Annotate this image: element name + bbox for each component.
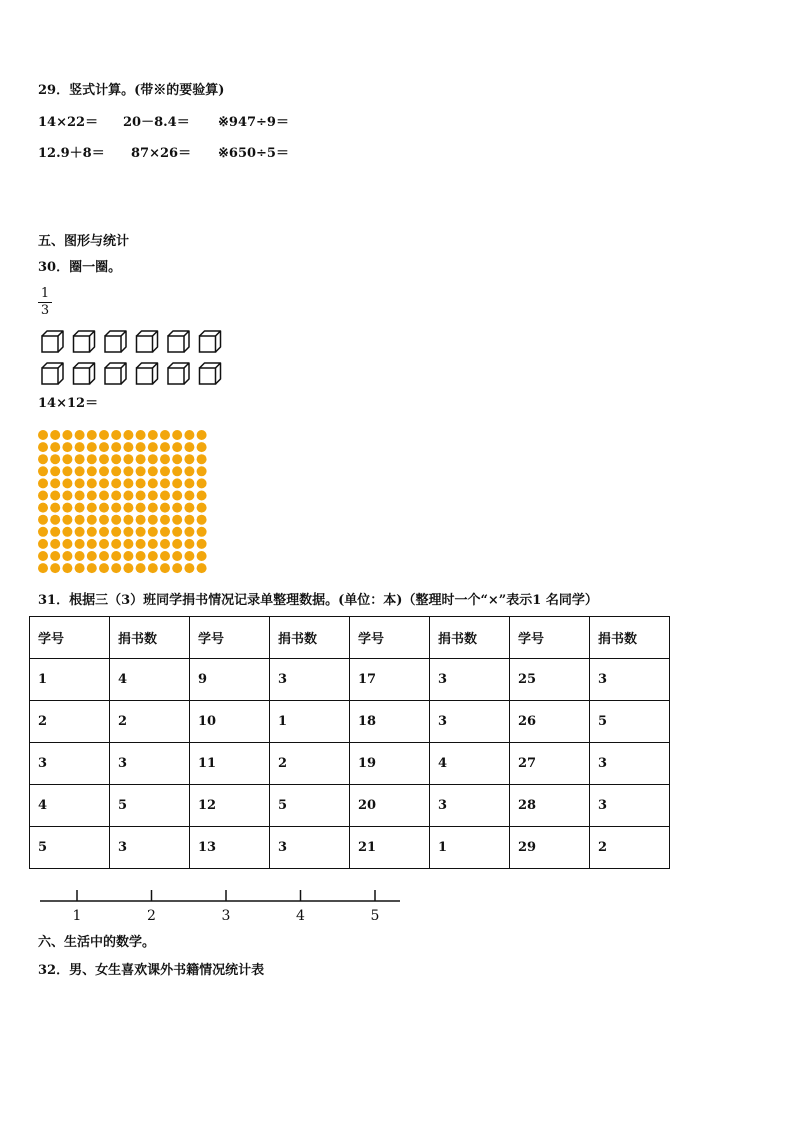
cube-icon <box>74 331 95 352</box>
dot <box>99 430 109 440</box>
number-line-label: 1 <box>72 908 82 924</box>
dot <box>99 503 109 513</box>
dot <box>75 563 85 573</box>
donation-record-table <box>29 616 670 869</box>
dot <box>148 551 158 561</box>
header-cell: 学号 <box>510 617 590 659</box>
dot <box>184 442 194 452</box>
header-cell: 捐书数 <box>270 617 350 659</box>
dot <box>123 442 133 452</box>
cube-icon <box>168 363 189 384</box>
dot <box>50 491 60 501</box>
dot <box>87 515 97 525</box>
dot <box>99 539 109 549</box>
table-cell: 1 <box>430 827 510 869</box>
table-row <box>30 743 670 785</box>
dot <box>136 527 146 537</box>
dot <box>111 515 121 525</box>
dot <box>172 478 182 488</box>
dot <box>197 503 207 513</box>
dot <box>87 466 97 476</box>
table-cell: 4 <box>30 785 110 827</box>
dot <box>160 551 170 561</box>
dot <box>172 527 182 537</box>
dot <box>148 454 158 464</box>
dot <box>184 551 194 561</box>
dot <box>148 442 158 452</box>
table-cell: 25 <box>510 659 590 701</box>
table-cell: 28 <box>510 785 590 827</box>
section-5-title: 五、图形与统计 <box>38 234 130 249</box>
cube-icon <box>200 331 221 352</box>
dot <box>123 563 133 573</box>
dot <box>38 491 48 501</box>
dot <box>38 478 48 488</box>
dot <box>148 539 158 549</box>
header-cell: 捐书数 <box>110 617 190 659</box>
dot <box>123 478 133 488</box>
dot <box>111 442 121 452</box>
table-cell: 3 <box>110 743 190 785</box>
dot <box>38 515 48 525</box>
dot <box>160 442 170 452</box>
table-cell: 5 <box>110 785 190 827</box>
dot <box>99 515 109 525</box>
dot <box>111 454 121 464</box>
dot <box>148 466 158 476</box>
dot <box>62 503 72 513</box>
cube-icon <box>137 363 158 384</box>
dot <box>136 563 146 573</box>
fraction-denominator: 3 <box>40 303 50 318</box>
dot <box>75 442 85 452</box>
dot <box>172 491 182 501</box>
dot <box>87 527 97 537</box>
dot <box>197 454 207 464</box>
dot <box>184 478 194 488</box>
dot <box>75 551 85 561</box>
dot <box>38 527 48 537</box>
dot <box>50 454 60 464</box>
dot <box>184 527 194 537</box>
dot <box>75 454 85 464</box>
dot <box>87 539 97 549</box>
number-line <box>38 886 403 926</box>
table-cell: 3 <box>430 785 510 827</box>
cube-icon <box>168 331 189 352</box>
dot <box>87 478 97 488</box>
dot <box>136 430 146 440</box>
dot <box>123 503 133 513</box>
dot <box>136 515 146 525</box>
dot <box>99 491 109 501</box>
dot <box>184 539 194 549</box>
dot <box>99 478 109 488</box>
dot <box>50 478 60 488</box>
table-cell: 3 <box>30 743 110 785</box>
question-32-title: 32．男、女生喜欢课外书籍情况统计表 <box>38 963 265 978</box>
dot <box>50 430 60 440</box>
dot <box>38 503 48 513</box>
dot <box>111 503 121 513</box>
dot <box>136 491 146 501</box>
dot <box>184 491 194 501</box>
dot <box>172 503 182 513</box>
dot <box>75 491 85 501</box>
dot <box>50 527 60 537</box>
dot <box>38 466 48 476</box>
table-cell: 2 <box>590 827 670 869</box>
dot <box>197 442 207 452</box>
table-cell: 3 <box>270 659 350 701</box>
dot <box>197 539 207 549</box>
dot <box>62 454 72 464</box>
dot <box>197 515 207 525</box>
dot <box>197 430 207 440</box>
dot <box>197 491 207 501</box>
table-row <box>30 827 670 869</box>
fraction-numerator: 1 <box>40 286 50 301</box>
dot <box>160 527 170 537</box>
dot <box>50 539 60 549</box>
dot <box>62 527 72 537</box>
dot <box>123 466 133 476</box>
dot <box>75 515 85 525</box>
table-cell: 20 <box>350 785 430 827</box>
dot <box>136 503 146 513</box>
dot <box>136 454 146 464</box>
cube-icon <box>42 331 63 352</box>
dot <box>172 551 182 561</box>
dot <box>148 503 158 513</box>
dot <box>123 551 133 561</box>
table-row <box>30 785 670 827</box>
dot <box>38 430 48 440</box>
cube-icon <box>42 363 63 384</box>
fraction <box>38 287 52 318</box>
dot <box>75 539 85 549</box>
table-cell: 4 <box>430 743 510 785</box>
dot <box>87 503 97 513</box>
dot <box>99 466 109 476</box>
dot <box>197 563 207 573</box>
dot <box>75 527 85 537</box>
table-cell: 5 <box>30 827 110 869</box>
dot <box>111 563 121 573</box>
number-line-label: 3 <box>221 908 231 924</box>
dot <box>111 466 121 476</box>
dot <box>136 442 146 452</box>
dot <box>172 539 182 549</box>
number-line-label: 4 <box>296 908 305 924</box>
header-cell: 学号 <box>30 617 110 659</box>
dot <box>197 466 207 476</box>
table-cell: 3 <box>430 659 510 701</box>
table-cell: 26 <box>510 701 590 743</box>
dot <box>123 454 133 464</box>
dot <box>111 430 121 440</box>
dot <box>87 442 97 452</box>
dot <box>38 454 48 464</box>
dot <box>172 430 182 440</box>
dot <box>111 478 121 488</box>
header-cell: 学号 <box>350 617 430 659</box>
dot <box>184 430 194 440</box>
dot <box>99 551 109 561</box>
table-cell: 10 <box>190 701 270 743</box>
table-cell: 3 <box>430 701 510 743</box>
dot <box>111 491 121 501</box>
table-cell: 2 <box>270 743 350 785</box>
table-cell: 27 <box>510 743 590 785</box>
table-cell: 4 <box>110 659 190 701</box>
dot <box>172 442 182 452</box>
dot <box>184 563 194 573</box>
cube-icon <box>200 363 221 384</box>
dot <box>172 454 182 464</box>
dot <box>62 466 72 476</box>
dot <box>87 551 97 561</box>
table-cell: 17 <box>350 659 430 701</box>
dot <box>38 563 48 573</box>
calc-item: ※650÷5＝ <box>218 146 289 161</box>
dot <box>160 454 170 464</box>
dot <box>50 515 60 525</box>
dot <box>160 503 170 513</box>
dot <box>148 430 158 440</box>
dot <box>99 454 109 464</box>
question-31-title: 31．根据三（3）班同学捐书情况记录单整理数据。(单位：本)（整理时一个“×”表示1 名同学） <box>38 593 598 608</box>
number-line-label: 2 <box>147 908 156 924</box>
dot <box>136 539 146 549</box>
dot <box>50 466 60 476</box>
dot <box>50 503 60 513</box>
dot <box>62 563 72 573</box>
dot <box>172 515 182 525</box>
calc-item: 12.9＋8＝ <box>38 146 105 161</box>
table-cell: 21 <box>350 827 430 869</box>
dot <box>62 551 72 561</box>
dot <box>160 430 170 440</box>
dot <box>160 466 170 476</box>
dot <box>148 527 158 537</box>
cube-icon <box>105 331 126 352</box>
dot-array <box>37 429 212 577</box>
dot <box>148 515 158 525</box>
header-cell: 学号 <box>190 617 270 659</box>
dot <box>136 466 146 476</box>
cube-icon <box>74 363 95 384</box>
table-cell: 29 <box>510 827 590 869</box>
table-cell: 1 <box>270 701 350 743</box>
table-cell: 1 <box>30 659 110 701</box>
dot <box>62 515 72 525</box>
cube-icon <box>137 331 158 352</box>
dot <box>184 515 194 525</box>
multiplication-expression: 14×12＝ <box>38 396 99 411</box>
dot <box>148 563 158 573</box>
table-cell: 12 <box>190 785 270 827</box>
table-cell: 2 <box>30 701 110 743</box>
dot <box>184 466 194 476</box>
header-cell: 捐书数 <box>590 617 670 659</box>
dot <box>62 478 72 488</box>
dot <box>197 527 207 537</box>
dot <box>184 454 194 464</box>
table-cell: 3 <box>110 827 190 869</box>
dot <box>50 442 60 452</box>
dot <box>75 430 85 440</box>
question-29-title: 29．竖式计算。(带※的要验算) <box>38 83 225 98</box>
dot <box>38 551 48 561</box>
table-cell: 11 <box>190 743 270 785</box>
table-cell: 18 <box>350 701 430 743</box>
dot <box>160 539 170 549</box>
dot <box>136 478 146 488</box>
cube-icon <box>105 363 126 384</box>
table-row <box>30 659 670 701</box>
dot <box>99 527 109 537</box>
dot <box>99 442 109 452</box>
dot <box>160 515 170 525</box>
number-line-label: 5 <box>370 908 380 924</box>
table-cell: 3 <box>590 743 670 785</box>
calc-item: ※947÷9＝ <box>218 115 289 130</box>
table-cell: 3 <box>590 659 670 701</box>
dot <box>75 503 85 513</box>
dot <box>87 454 97 464</box>
cube-group <box>40 330 230 390</box>
table-cell: 5 <box>270 785 350 827</box>
dot <box>160 563 170 573</box>
calc-item: 14×22＝ <box>38 115 99 130</box>
dot <box>62 539 72 549</box>
calc-item: 20－8.4＝ <box>123 115 190 130</box>
header-cell: 捐书数 <box>430 617 510 659</box>
table-cell: 5 <box>590 701 670 743</box>
dot <box>160 478 170 488</box>
dot <box>197 478 207 488</box>
dot <box>87 491 97 501</box>
dot <box>62 430 72 440</box>
dot <box>123 527 133 537</box>
dot <box>62 491 72 501</box>
dot <box>87 563 97 573</box>
table-cell: 3 <box>590 785 670 827</box>
question-30-title: 30．圈一圈。 <box>38 260 122 275</box>
dot <box>123 539 133 549</box>
dot <box>172 563 182 573</box>
dot <box>197 551 207 561</box>
dot <box>62 442 72 452</box>
section-6-title: 六、生活中的数学。 <box>38 935 156 950</box>
dot <box>184 503 194 513</box>
dot <box>160 491 170 501</box>
table-header-row <box>30 617 670 659</box>
dot <box>136 551 146 561</box>
calc-item: 87×26＝ <box>131 146 192 161</box>
table-cell: 2 <box>110 701 190 743</box>
dot <box>99 563 109 573</box>
dot <box>172 466 182 476</box>
table-cell: 13 <box>190 827 270 869</box>
dot <box>87 430 97 440</box>
dot <box>123 430 133 440</box>
dot <box>38 539 48 549</box>
dot <box>50 563 60 573</box>
table-cell: 19 <box>350 743 430 785</box>
dot <box>148 491 158 501</box>
dot <box>123 491 133 501</box>
dot <box>111 539 121 549</box>
dot <box>75 466 85 476</box>
table-cell: 9 <box>190 659 270 701</box>
table-cell: 3 <box>270 827 350 869</box>
dot <box>148 478 158 488</box>
table-row <box>30 701 670 743</box>
dot <box>111 551 121 561</box>
dot <box>75 478 85 488</box>
dot <box>111 527 121 537</box>
dot <box>50 551 60 561</box>
dot <box>38 442 48 452</box>
dot <box>123 515 133 525</box>
